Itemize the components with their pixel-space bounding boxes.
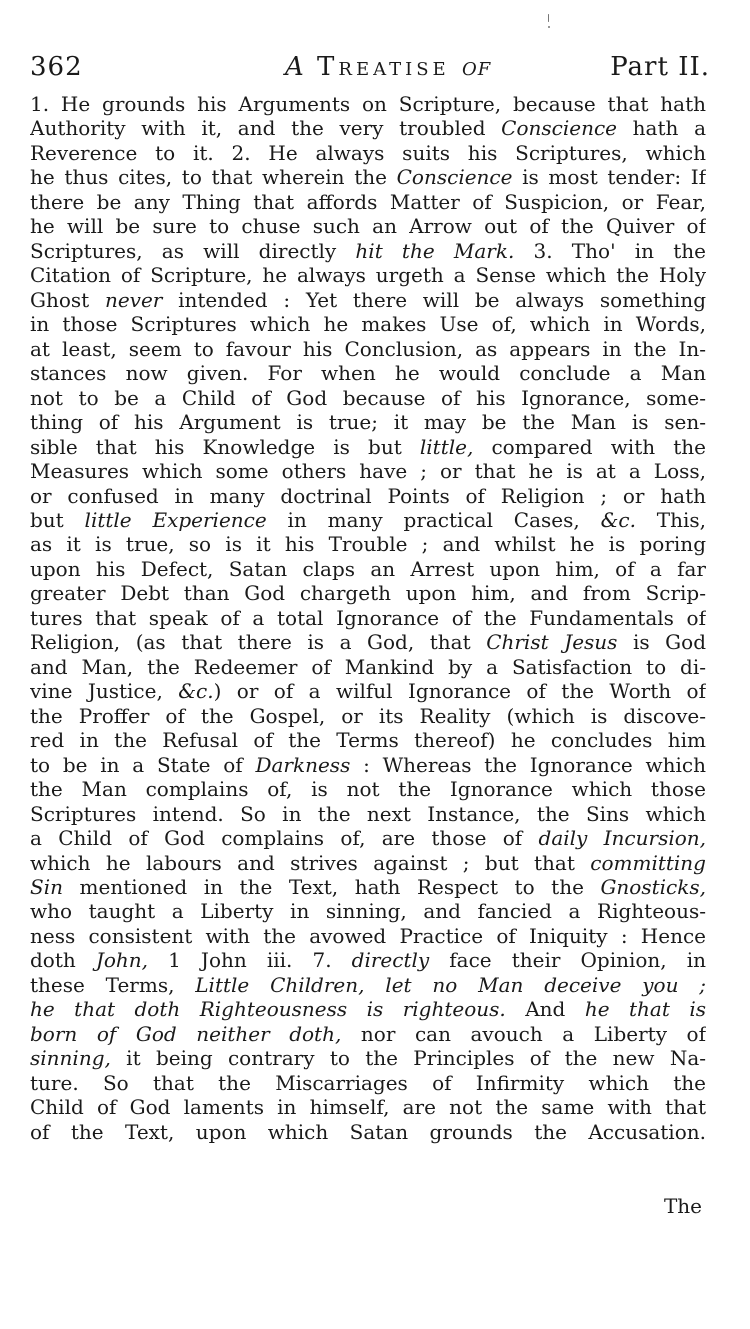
text-run: is God	[617, 630, 706, 655]
text-run: the Proffer of the Gospel, or its Reality (which is discove-	[30, 703, 706, 728]
text-line	[30, 1095, 706, 1119]
text-line	[30, 557, 706, 581]
text-line	[30, 704, 706, 728]
text-line	[30, 753, 706, 777]
text-run: but	[30, 507, 85, 532]
text-line	[30, 997, 706, 1021]
text-run: face their Opinion, in	[429, 948, 706, 973]
text-run: 3. Tho' in the	[514, 238, 706, 263]
page-number: 362	[30, 52, 83, 82]
text-line	[30, 337, 706, 361]
text-run: the Man complains of, is not the Ignorance which those	[30, 777, 706, 802]
text-line	[30, 288, 706, 312]
catchword: The	[663, 1194, 702, 1218]
text-line	[30, 435, 706, 459]
body-text	[30, 92, 706, 1144]
text-line	[30, 948, 706, 972]
text-run: And	[505, 997, 585, 1022]
text-run: these Terms,	[30, 972, 196, 997]
text-run: or confused in many doctrinal Points of Religion ; or hath	[30, 483, 706, 508]
text-run: 1. He grounds his Arguments on Scripture, because that hath	[30, 92, 706, 116]
italic-run: hit the Mark.	[355, 238, 515, 263]
running-title-suffix: of	[461, 52, 492, 82]
text-run: tures that speak of a total Ignorance of the Fundamentals of	[30, 605, 706, 630]
text-line	[30, 899, 706, 923]
text-line	[30, 777, 706, 801]
text-line	[30, 581, 706, 605]
text-run: nor can avouch a Liberty of	[341, 1021, 706, 1046]
text-run: in those Scriptures which he makes Use of, which in Words,	[30, 312, 706, 337]
text-run: stances now given. For when he would conclude a Man	[30, 361, 706, 386]
text-line	[30, 141, 706, 165]
text-run: Measures which some others have ; or that he is at a Loss,	[30, 459, 706, 484]
text-line	[30, 190, 706, 214]
text-run: hath a	[617, 116, 706, 141]
text-line	[30, 606, 706, 630]
text-run: ness consistent with the avowed Practice of Iniquity : Hence	[30, 923, 706, 948]
text-run: ) or of a wilful Ignorance of the Worth of	[213, 679, 706, 704]
italic-run: Little Children, let no Man deceive you ;	[195, 972, 706, 997]
ink-speck	[548, 14, 549, 22]
text-line	[30, 532, 706, 556]
text-line	[30, 679, 706, 703]
text-line	[30, 165, 706, 189]
text-run: Reverence to it. 2. He always suits his Scriptures, which	[30, 140, 706, 165]
italic-run: never	[104, 287, 163, 312]
text-run: : Whereas the Ignorance which	[350, 752, 706, 777]
italic-run: born of God neither doth,	[30, 1021, 342, 1046]
italic-run: sinning,	[30, 1046, 111, 1071]
text-run: mentioned in the Text, hath Respect to the	[62, 875, 601, 899]
italic-run: committing	[590, 850, 706, 875]
text-line	[30, 1046, 706, 1070]
page-header	[30, 52, 710, 92]
text-run: Scriptures, as will directly	[30, 238, 356, 263]
text-line	[30, 1022, 706, 1046]
text-run: Authority with it, and the very troubled	[30, 116, 502, 141]
italic-run: little Experience	[84, 507, 267, 532]
text-line	[30, 875, 706, 899]
text-run: of the Text, upon which Satan grounds the Accusation.	[30, 1119, 706, 1144]
text-line	[30, 239, 706, 263]
italic-run: Gnosticks,	[600, 875, 706, 899]
italic-run: Conscience	[501, 116, 618, 141]
text-run: who taught a Liberty in sinning, and fancied a Righteous-	[30, 899, 706, 924]
italic-run: he that doth Righteousness is righteous.	[30, 997, 506, 1022]
text-line	[30, 826, 706, 850]
text-run: red in the Refusal of the Terms thereof) he concludes him	[30, 728, 706, 753]
text-line	[30, 484, 706, 508]
text-run: compared with the	[473, 434, 706, 459]
part-label: Part II.	[610, 52, 710, 82]
text-run: Child of God laments in himself, are not the same with that	[30, 1095, 706, 1120]
text-run: 1 John iii. 7.	[148, 948, 352, 973]
text-run: in many practical Cases,	[266, 507, 601, 532]
text-run: Ghost	[30, 287, 105, 312]
text-run: vine Justice,	[30, 679, 179, 704]
text-run: Religion, (as that there is a God, that	[30, 630, 487, 655]
italic-run: Sin	[30, 875, 63, 899]
text-run: it being contrary to the Principles of the new Na-	[110, 1046, 706, 1071]
text-run: intended : Yet there will be always something	[162, 287, 706, 312]
text-run: to be in a State of	[30, 752, 256, 777]
text-run: not to be a Child of God because of his Ignorance, some-	[30, 385, 706, 410]
text-run: at least, seem to favour his Conclusion, as appears in the In-	[30, 336, 706, 361]
italic-run: he that is	[584, 997, 706, 1022]
italic-run: Conscience	[396, 165, 513, 190]
italic-run: John,	[95, 948, 149, 973]
text-line	[30, 1120, 706, 1144]
italic-run: &c.	[600, 507, 636, 532]
italic-run: Darkness	[255, 752, 351, 777]
running-title	[285, 52, 491, 82]
text-line	[30, 116, 706, 140]
text-line	[30, 361, 706, 385]
text-line	[30, 802, 706, 826]
text-line	[30, 386, 706, 410]
running-title-word: Treatise	[317, 52, 450, 82]
text-line	[30, 655, 706, 679]
text-run: thing of his Argument is true; it may be the Man is sen-	[30, 410, 706, 435]
text-run: he thus cites, to that wherein the	[30, 165, 397, 190]
text-run: a Child of God complains of, are those of	[30, 826, 539, 851]
text-run: he will be sure to chuse such an Arrow out of the Quiver of	[30, 214, 706, 239]
text-run: Citation of Scripture, he always urgeth a Sense which the Holy	[30, 263, 706, 288]
text-line	[30, 214, 706, 238]
text-run: as it is true, so is it his Trouble ; and whilst he is poring	[30, 532, 706, 557]
text-line	[30, 1071, 706, 1095]
text-line	[30, 508, 706, 532]
text-line	[30, 728, 706, 752]
text-run: ture. So that the Miscarriages of Infirmity which the	[30, 1070, 706, 1095]
italic-run: little,	[419, 434, 474, 459]
italic-run: daily Incursion,	[538, 826, 706, 851]
text-line	[30, 630, 706, 654]
text-line	[30, 459, 706, 483]
text-line	[30, 92, 706, 116]
italic-run: directly	[351, 948, 430, 973]
text-line	[30, 973, 706, 997]
text-run: This,	[635, 507, 706, 532]
text-run: greater Debt than God chargeth upon him, and from Scrip-	[30, 581, 706, 606]
text-run: sible that his Knowledge is but	[30, 434, 420, 459]
text-run: and Man, the Redeemer of Mankind by a Satisfaction to di-	[30, 654, 706, 679]
italic-run: &c.	[178, 679, 214, 704]
text-line	[30, 312, 706, 336]
text-run: doth	[30, 948, 96, 973]
text-run: there be any Thing that affords Matter of Suspicion, or Fear,	[30, 189, 706, 214]
text-line	[30, 410, 706, 434]
text-line	[30, 851, 706, 875]
text-run: which he labours and strives against ; but that	[30, 850, 591, 875]
running-title-prefix: A	[285, 52, 305, 82]
text-run: is most tender: If	[512, 165, 706, 190]
text-run: upon his Defect, Satan claps an Arrest upon him, of a far	[30, 556, 706, 581]
text-line	[30, 263, 706, 287]
ink-speck	[548, 26, 550, 28]
text-line	[30, 924, 706, 948]
text-run: Scriptures intend. So in the next Instance, the Sins which	[30, 801, 706, 826]
italic-run: Christ Jesus	[486, 630, 618, 655]
